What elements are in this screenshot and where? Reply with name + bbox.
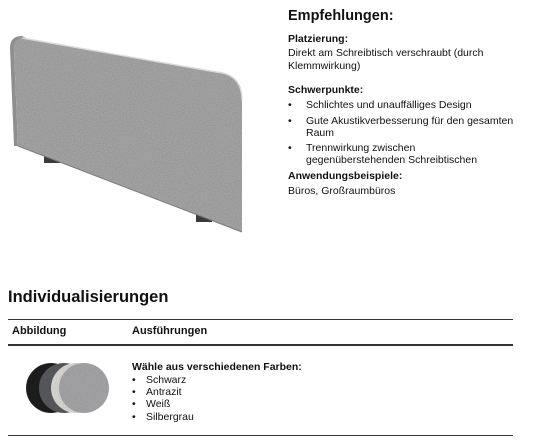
bullet: • [288, 99, 292, 111]
product-image [8, 28, 270, 238]
acoustic-panel [14, 38, 242, 232]
focus-item [288, 115, 528, 139]
focus-item [288, 142, 528, 166]
recommendations-title: Empfehlungen: [288, 8, 394, 24]
color-option-label: Silbergrau [146, 410, 194, 423]
color-option [132, 386, 194, 398]
color-option [132, 374, 194, 386]
placement-text: Direkt am Schreibtisch verschraubt (durch Klemmwirkung) [288, 47, 484, 72]
color-swatches-image [26, 360, 110, 416]
bullet: • [132, 398, 136, 411]
table-header-rule [8, 344, 513, 346]
color-list [132, 374, 194, 423]
table-top-rule [8, 319, 513, 320]
color-option [132, 411, 194, 423]
bullet: • [288, 142, 292, 154]
focus-item [288, 99, 528, 111]
column-header-image: Abbildung [12, 325, 67, 337]
color-option-label: Schwarz [146, 374, 187, 386]
focus-item-text: Schlichtes und unauffälliges Design [306, 99, 472, 111]
focus-label: Schwerpunkte: [288, 84, 364, 96]
bullet: • [132, 374, 136, 386]
placement-label: Platzierung: [288, 33, 349, 45]
customization-title: Individualisierungen [8, 288, 169, 306]
color-option-label: Weiß [146, 398, 171, 411]
focus-item-text: Trennwirkung zwischen gegenüberstehenden Schreibtischen [306, 142, 478, 166]
examples-label: Anwendungsbeispiele: [288, 170, 403, 182]
swatch-silver-grey [59, 363, 109, 413]
column-header-variants: Ausführungen [132, 325, 208, 337]
examples-text: Büros, Großraumbüros [288, 185, 396, 197]
bullet: • [288, 115, 292, 127]
focus-item-text: Gute Akustikverbesserung für den gesamten Raum [306, 115, 514, 139]
bullet: • [132, 386, 136, 399]
colors-title: Wähle aus verschiedenen Farben: [132, 361, 302, 373]
color-option [132, 398, 194, 410]
color-option-label: Antrazit [146, 386, 182, 399]
table-bottom-rule [8, 435, 513, 436]
bullet: • [132, 410, 136, 423]
